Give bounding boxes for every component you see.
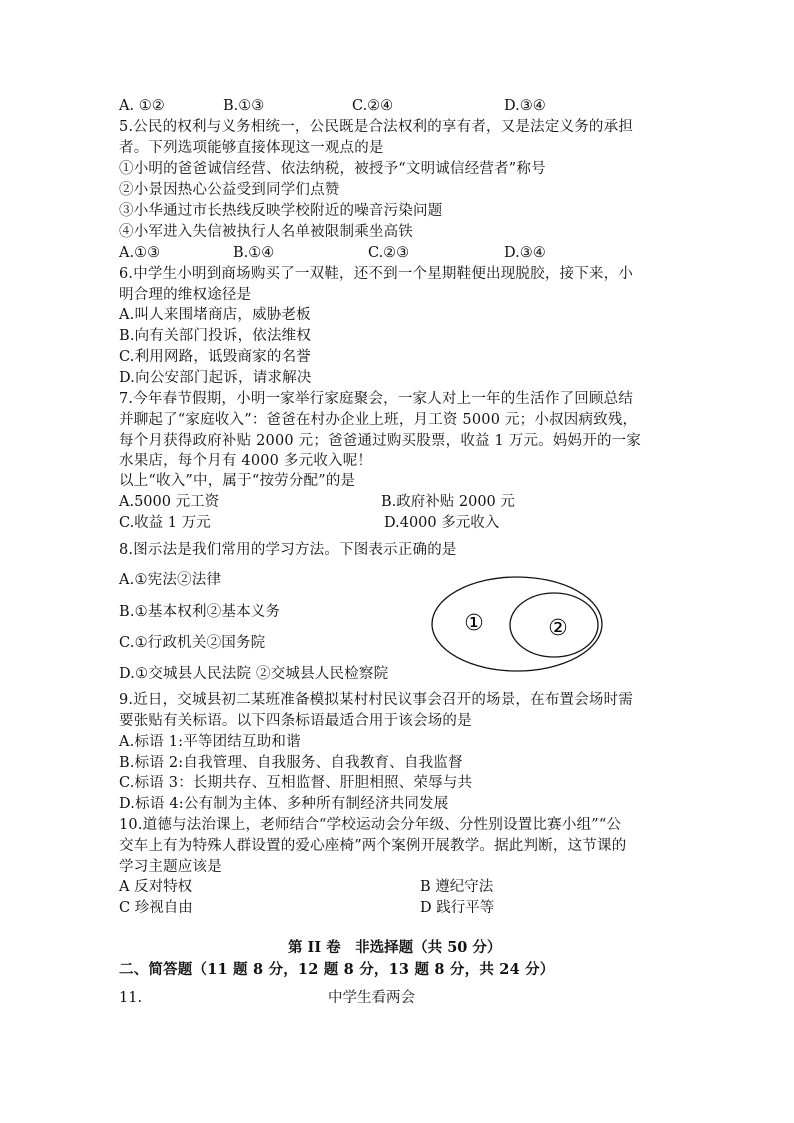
q5-stem-line-1: 5.公民的权利与义务相统一，公民既是合法权利的享有者，又是法定义务的承担: [119, 119, 634, 135]
q7-stem-line-5: 以上“收入”中，属于“按劳分配”的是: [119, 473, 356, 489]
q8-option-b: B.①基本权利②基本义务: [119, 604, 281, 620]
q5-option-c: C.②③: [368, 245, 410, 261]
q11-number: 11.: [119, 990, 143, 1006]
q8-option-c: C.①行政机关②国务院: [119, 635, 266, 651]
q6-option-b: B.向有关部门投诉，依法维权: [119, 328, 312, 344]
q6-stem-line-1: 6.中学生小明到商场购买了一双鞋，还不到一个星期鞋便出现脱胶，接下来，小: [119, 266, 634, 282]
q7-stem-line-4: 水果店，每个月有 4000 多元收入呢！: [119, 453, 373, 469]
inner-label: ②: [548, 616, 568, 641]
q9-option-c: C.标语 3：长期共存、互相监督、肝胆相照、荣辱与共: [119, 775, 473, 791]
q5-statement-2: ②小景因热心公益受到同学们点赞: [119, 182, 340, 198]
q9-stem-line-2: 要张贴有关标语。以下四条标语最适合用于该会场的是: [119, 713, 472, 729]
section-subtitle: 二、简答题（11 题 8 分，12 题 8 分，13 题 8 分，共 24 分）: [119, 961, 555, 978]
q10-option-b: B 遵纪守法: [420, 879, 494, 895]
q4-option-d: D.③④: [504, 98, 546, 114]
q7-option-a: A.5000 元工资: [119, 494, 220, 510]
q8-stem: 8.图示法是我们常用的学习方法。下图表示正确的是: [119, 542, 457, 558]
q8-option-a: A.①宪法②法律: [119, 572, 222, 588]
q11-title: 中学生看两会: [328, 990, 415, 1006]
q7-stem-line-1: 7.今年春节假期，小明一家举行家庭聚会，一家人对上一年的生活作了回顾总结: [119, 391, 634, 407]
q5-statement-4: ④小军进入失信被执行人名单被限制乘坐高铁: [119, 224, 413, 240]
venn-diagram: [430, 575, 610, 679]
q8-option-d: D.①交城县人民法院 ②交城县人民检察院: [119, 666, 389, 682]
q5-option-a: A.①③: [119, 245, 161, 261]
q5-option-b: B.①④: [233, 245, 275, 261]
q7-stem-line-3: 每个月获得政府补贴 2000 元；爸爸通过购买股票，收益 1 万元。妈妈开的一家: [119, 433, 642, 449]
q10-option-a: A 反对特权: [119, 879, 193, 895]
q7-option-b: B.政府补贴 2000 元: [381, 494, 515, 510]
q4-option-a: A. ①②: [119, 98, 165, 114]
q6-option-c: C.利用网路，诋毁商家的名誉: [119, 349, 311, 365]
q10-option-c: C 珍视自由: [119, 900, 193, 916]
section-title: 第 II 卷 非选择题（共 50 分）: [288, 939, 502, 956]
q4-option-c: C.②④: [352, 98, 394, 114]
q9-stem-line-1: 9.近日，交城县初二某班准备模拟某村村民议事会召开的场景，在布置会场时需: [119, 692, 634, 708]
q6-stem-line-2: 明合理的维权途径是: [119, 287, 252, 303]
q10-option-d: D 践行平等: [420, 900, 495, 916]
q10-stem-line-1: 10.道德与法治课上，老师结合“学校运动会分年级、分性别设置比赛小组”“公: [119, 817, 622, 833]
q5-option-d: D.③④: [504, 245, 546, 261]
outer-label: ①: [464, 611, 484, 636]
q10-stem-line-3: 学习主题应该是: [119, 859, 222, 875]
q4-option-b: B.①③: [223, 98, 265, 114]
q5-stem-line-2: 者。下列选项能够直接体现这一观点的是: [119, 140, 384, 156]
q7-option-d: D.4000 多元收入: [384, 515, 500, 531]
q5-statement-1: ①小明的爸爸诚信经营、依法纳税，被授予“文明诚信经营者”称号: [119, 161, 546, 177]
q6-option-a: A.叫人来围堵商店，威胁老板: [119, 307, 311, 323]
q7-option-c: C.收益 1 万元: [119, 515, 211, 531]
q9-option-b: B.标语 2:自我管理、自我服务、自我教育、自我监督: [119, 755, 463, 771]
outer-ellipse: [432, 577, 602, 671]
q10-stem-line-2: 交车上有为特殊人群设置的爱心座椅”两个案例开展教学。据此判断，这节课的: [119, 838, 627, 854]
q9-option-a: A.标语 1:平等团结互助和谐: [119, 734, 301, 750]
q9-option-d: D.标语 4:公有制为主体、多种所有制经济共同发展: [119, 796, 449, 812]
q7-stem-line-2: 并聊起了“家庭收入”：爸爸在村办企业上班，月工资 5000 元；小叔因病致残，: [119, 412, 638, 428]
q6-option-d: D.向公安部门起诉，请求解决: [119, 370, 312, 386]
q5-statement-3: ③小华通过市长热线反映学校附近的噪音污染问题: [119, 203, 443, 219]
